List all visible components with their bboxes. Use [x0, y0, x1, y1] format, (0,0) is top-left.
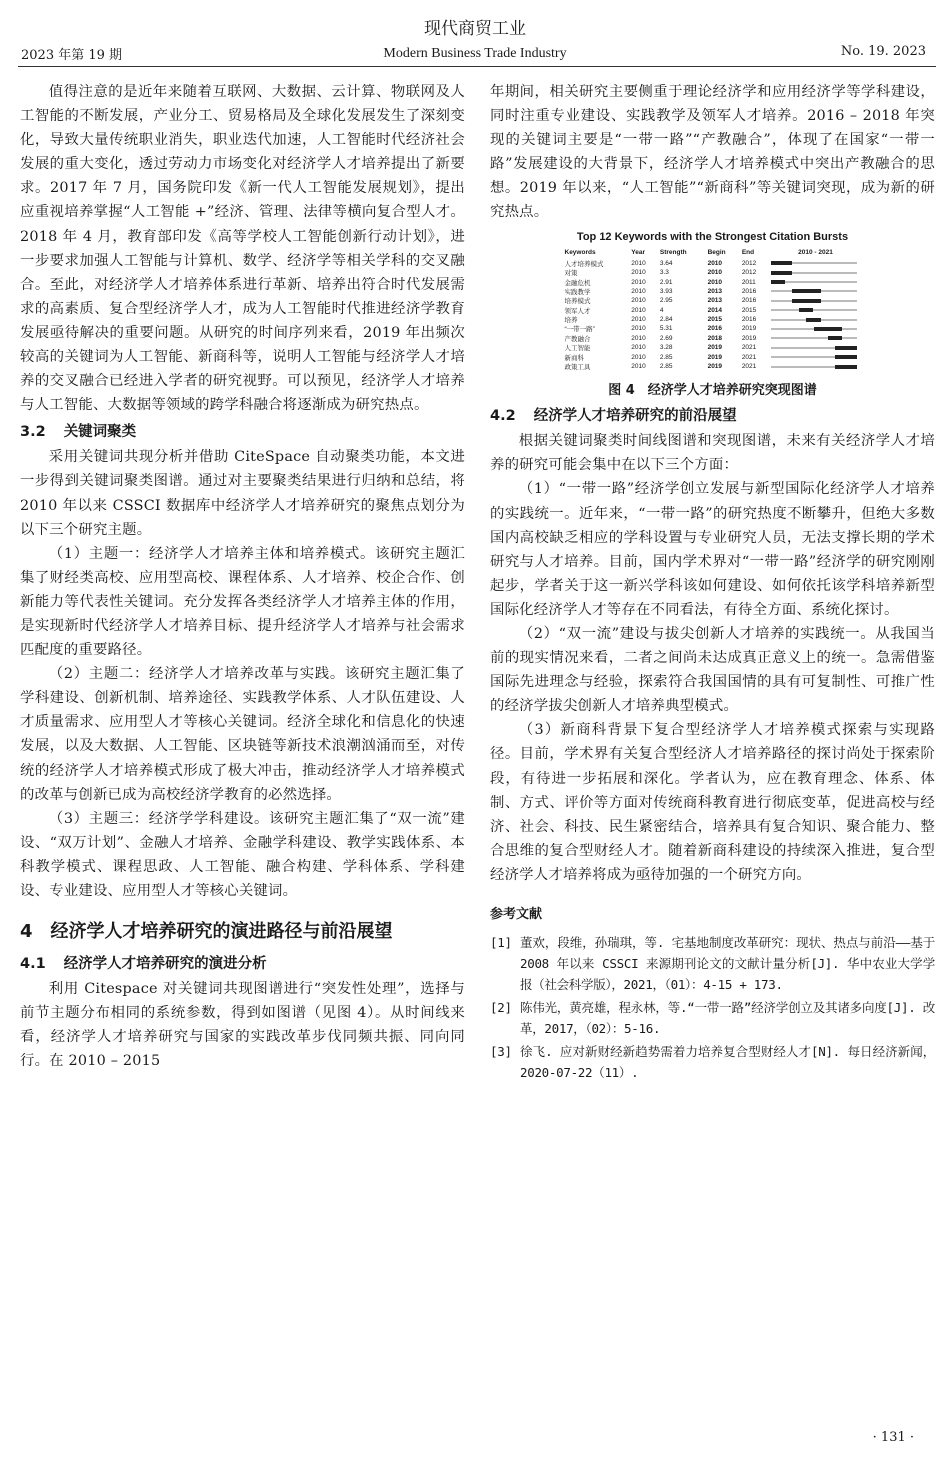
burst-segment — [814, 327, 843, 331]
burst-timeline — [771, 290, 857, 292]
figure-title: Top 12 Keywords with the Strongest Citation Bursts — [576, 230, 849, 243]
burst-begin: 2010 — [707, 259, 723, 267]
burst-row — [563, 287, 863, 296]
burst-segment — [835, 365, 857, 369]
section-title: 经济学人才培养研究的前沿展望 — [533, 408, 737, 425]
paragraph: 年期间，相关研究主要侧重于理论经济学和应用经济学等学科建设，同时注重专业建设、实践教学及领军人才培养。2016 – 2018 年突现的关键词主要是“一带一路”“产教融合”，体现了在国家“一带一路”发展建设的大背景下，经济学人才培养模式中突出产教融合的思想。2019 年以来，“人工智能”“新商科”等关键词突现，成为新的研究热点。 — [490, 84, 935, 221]
burst-header-row — [563, 249, 863, 259]
column-header: 2010 - 2021 — [798, 248, 833, 256]
burst-bar-cell — [769, 324, 863, 333]
burst-strength: 3.64 — [659, 259, 673, 267]
burst-strength: 2.84 — [659, 316, 673, 324]
paragraph: 采用关键词共现分析并借助 CiteSpace 自动聚类功能，本文进一步得到关键词聚类图谱。通过对主要聚类结果进行归纳和总结，将 2010 年以来 CSSCI 数据库中经济学人才培养研究的聚焦点划分为以下三个研究主题。 — [20, 449, 465, 538]
burst-end: 2021 — [741, 363, 757, 371]
paragraph: （1）“一带一路”经济学创立发展与新型国际化经济学人才培养的实践统一。近年来，“一带一路”的研究热度不断攀升，但绝大多数国内高校缺乏相应的学科设置与专业研究人员，无法支撑长期的学术研究与人才培养。目前，国内学术界对“一带一路”经济学的研究刚刚起步，学者关于这一新兴学科该如何建设、如何依托该学科培养新型国际化经济学人才等存在不同看法，有待全方面、系统化探讨。 — [490, 481, 935, 618]
burst-timeline — [771, 356, 857, 358]
column-header: End — [741, 248, 755, 256]
burst-keyword: 人才培养模式 — [564, 260, 604, 268]
burst-bar-cell — [769, 315, 863, 324]
burst-year: 2010 — [631, 297, 646, 305]
burst-year: 2010 — [631, 306, 646, 314]
burst-strength: 4 — [659, 306, 664, 314]
reference-text: 陈伟光，黄亮雄，程永林，等.“一带一路”经济学创立及其诸多向度[J]. 改革，2017，（02）：5-16. — [520, 1000, 935, 1037]
figure-caption: 图 4 经济学人才培养研究突现图谱 — [608, 383, 817, 399]
section-heading-3-2 — [20, 419, 465, 445]
right-column — [490, 80, 935, 1085]
burst-strength: 5.31 — [659, 325, 673, 333]
burst-begin: 2014 — [707, 306, 723, 314]
references-list — [490, 932, 935, 1083]
burst-year: 2010 — [631, 353, 646, 361]
burst-timeline — [771, 309, 857, 311]
burst-bar-cell — [769, 296, 863, 305]
paragraph: 根据关键词聚类时间线图谱和突现图谱，未来有关经济学人才培养的研究可能会集中在以下三个方面： — [490, 433, 935, 474]
paragraph: 利用 Citespace 对关键词共现图谱进行“突发性处理”，选择与前节主题分布相同的系统参数，得到如图谱（见图 4）。从时间线来看，经济学人才培养研究与国家的实践改革步伐同频共振、同向同行。在 2010 – 2015 — [20, 981, 465, 1070]
burst-keyword: 培养 — [564, 317, 578, 325]
burst-year: 2010 — [631, 334, 646, 342]
burst-year: 2010 — [631, 287, 646, 295]
burst-year: 2010 — [631, 363, 646, 371]
burst-rows — [563, 259, 863, 372]
issue-number: No. 19. 2023 — [840, 44, 926, 59]
burst-segment — [792, 289, 821, 293]
burst-timeline — [771, 319, 857, 321]
burst-timeline — [771, 300, 857, 302]
burst-strength: 2.69 — [659, 334, 673, 342]
burst-keyword: 领军人才 — [564, 307, 591, 315]
burst-keyword: 新商科 — [564, 354, 584, 362]
paragraph: （2）“双一流”建设与拔尖创新人才培养的实践统一。从我国当前的现实情况来看，二者之间尚未达成真正意义上的统一。急需借鉴国际先进理念与经验，探索符合我国国情的具有可复制性、可推广性的经济学拔尖创新人才培养典型模式。 — [490, 626, 935, 715]
burst-begin: 2015 — [707, 316, 723, 324]
header-divider — [18, 66, 936, 67]
burst-end: 2011 — [741, 278, 756, 286]
burst-year: 2010 — [631, 278, 646, 286]
burst-keyword: 人工智能 — [564, 345, 591, 353]
paragraph: （2）主题二：经济学人才培养改革与实践。该研究主题汇集了学科建设、创新机制、培养途径、实践教学体系、人才队伍建设、人才质量需求、应用型人才等核心关键词。经济全球化和信息化的快速发展，以及大数据、人工智能、区块链等新技术浪潮汹涌而至，对传统的经济学人才培养模式形成了极大冲击，推动经济学人才培养模式的改革与创新已成为高校经济学教育的必然选择。 — [20, 666, 465, 803]
burst-strength: 3.93 — [659, 287, 673, 295]
burst-table — [563, 249, 863, 372]
journal-title: 现代商贸工业 — [424, 19, 526, 39]
paragraph: （1）主题一：经济学人才培养主体和培养模式。该研究主题汇集了财经类高校、应用型高校、课程体系、人才培养、校企合作、创新能力等代表性关键词。充分发挥各类经济学人才培养主体的作用，是实现新时代经济学人才培养目标、提升经济学人才培养与社会需求匹配度的重要路径。 — [20, 545, 465, 659]
burst-begin: 2019 — [707, 344, 723, 352]
reference-number: [3] — [490, 1044, 512, 1060]
burst-strength: 3.28 — [659, 344, 673, 352]
section-title: 经济学人才培养研究的演进分析 — [63, 956, 267, 973]
burst-keyword: 实践教学 — [564, 288, 591, 296]
burst-row — [563, 362, 863, 371]
burst-row — [563, 259, 863, 268]
section-number: 4.1 — [20, 956, 46, 973]
burst-begin: 2016 — [707, 325, 723, 333]
burst-end: 2019 — [741, 325, 757, 333]
burst-end: 2016 — [741, 297, 757, 305]
burst-strength: 2.85 — [659, 353, 673, 361]
references-heading: 参考文献 — [490, 907, 543, 923]
burst-row — [563, 352, 863, 361]
burst-timeline — [771, 347, 857, 349]
citation-burst-figure — [563, 231, 863, 402]
burst-strength: 2.91 — [659, 278, 673, 286]
burst-end: 2021 — [741, 353, 757, 361]
burst-strength: 3.3 — [659, 269, 669, 277]
issue-label: 2023 年第 19 期 — [21, 48, 123, 63]
paragraph: （3）主题三：经济学学科建设。该研究主题汇集了“双一流”建设、“双万计划”、金融人才培养、金融学科建设、教学实践体系、本科教学模式、课程思政、人工智能、融合构建、学科体系、学科建设、专业建设、应用型人才等核心关键词。 — [20, 810, 465, 899]
burst-segment — [771, 280, 785, 284]
column-header: Begin — [707, 248, 726, 256]
reference-number: [1] — [490, 935, 512, 951]
burst-end: 2012 — [741, 259, 757, 267]
burst-timeline — [771, 328, 857, 330]
burst-end: 2016 — [741, 316, 757, 324]
burst-end: 2021 — [741, 344, 757, 352]
burst-bar-cell — [769, 306, 863, 315]
reference-number: [2] — [490, 1000, 512, 1016]
burst-begin: 2013 — [707, 297, 723, 305]
burst-year: 2010 — [631, 269, 646, 277]
reference-item — [490, 997, 935, 1039]
burst-row — [563, 268, 863, 277]
burst-end: 2019 — [741, 334, 757, 342]
burst-segment — [828, 336, 842, 340]
burst-keyword: 培养模式 — [564, 298, 591, 306]
burst-bar-cell — [769, 277, 863, 286]
burst-segment — [792, 299, 821, 303]
journal-english-title: Modern Business Trade Industry — [383, 46, 567, 61]
burst-begin: 2010 — [707, 278, 723, 286]
column-header: Year — [631, 248, 645, 256]
burst-keyword: 对策 — [564, 270, 578, 278]
reference-item — [490, 1041, 935, 1083]
section-number: 4.2 — [490, 408, 516, 425]
burst-end: 2016 — [741, 287, 757, 295]
column-header: Keywords — [564, 248, 596, 256]
burst-segment — [799, 308, 813, 312]
burst-keyword: “一带一路” — [564, 326, 595, 334]
burst-bar-cell — [769, 352, 863, 361]
burst-bar-cell — [769, 259, 863, 268]
burst-timeline — [771, 337, 857, 339]
burst-begin: 2013 — [707, 287, 723, 295]
burst-year: 2010 — [631, 316, 646, 324]
reference-text: 董欢，段维，孙瑞琪，等. 宅基地制度改革研究：现状、热点与前沿——基于2008 年以来 CSSCI 来源期刊论文的文献计量分析[J]. 华中农业大学学报（社会科学版），2021，（01）：4-15 + 173. — [520, 935, 935, 993]
burst-segment — [771, 271, 793, 275]
burst-begin: 2019 — [707, 353, 723, 361]
burst-row — [563, 343, 863, 352]
burst-segment — [835, 355, 857, 359]
burst-timeline — [771, 272, 857, 274]
burst-end: 2012 — [741, 269, 757, 277]
burst-year: 2010 — [631, 325, 646, 333]
burst-timeline — [771, 262, 857, 264]
paragraph: 值得注意的是近年来随着互联网、大数据、云计算、物联网及人工智能的不断发展，产业分工、贸易格局及全球化发展发生了深刻变化，导致大量传统职业消失，职业迭代加速，人工智能时代经济社会发展的重大变化，透过劳动力市场变化对经济学人才培养提出了新要求。2017 年 7 月，国务院印发《新一代人工智能发展规划》，提出应重视培养掌握“人工智能 +”经济、管理、法律等横向复合型人才。2018 年 4 月，教育部印发《高等学校人工智能创新行动计划》，进一步要求加强人工智能与计算机、数学、经济学等相关学科的交叉融合。至此，对经济学人才培养体系进行革新、培养出符合时代发展需求的高素质、复合型经济学人才，成为人工智能时代推进经济学教育发展亟待解决的重要问题。从研究的时间序列来看，2019 年出频次较高的关键词为人工智能、新商科等，说明人工智能与经济学人才培养的交叉融合已经进入学者的研究视野。可以预见，经济学人才培养与人工智能、大数据等领域的跨学科融合将逐渐成为研究热点。 — [20, 84, 465, 414]
burst-row — [563, 315, 863, 324]
reference-text: 徐飞. 应对新财经新趋势需着力培养复合型财经人才[N]. 每日经济新闻，2020-07-22（11）. — [520, 1044, 935, 1081]
burst-row — [563, 334, 863, 343]
burst-bar-cell — [769, 362, 863, 371]
burst-segment — [835, 346, 857, 350]
burst-year: 2010 — [631, 344, 646, 352]
burst-row — [563, 306, 863, 315]
burst-segment — [771, 261, 793, 265]
burst-bar-cell — [769, 268, 863, 277]
burst-begin: 2019 — [707, 363, 723, 371]
burst-segment — [806, 318, 820, 322]
burst-bar-cell — [769, 287, 863, 296]
burst-begin: 2010 — [707, 269, 723, 277]
section-heading-4-1 — [20, 951, 465, 977]
burst-end: 2015 — [741, 306, 757, 314]
burst-bar-cell — [769, 334, 863, 343]
burst-strength: 2.95 — [659, 297, 673, 305]
burst-row — [563, 324, 863, 333]
burst-timeline — [771, 281, 857, 283]
burst-year: 2010 — [631, 259, 646, 267]
page-number: · 131 · — [872, 1430, 914, 1445]
burst-begin: 2018 — [707, 334, 723, 342]
burst-row — [563, 277, 863, 286]
section-number: 3.2 — [20, 424, 46, 441]
column-header: Strength — [659, 248, 687, 256]
paragraph: （3）新商科背景下复合型经济学人才培养模式探索与实现路径。目前，学术界有关复合型经济人才培养路径的探讨尚处于探索阶段，有待进一步拓展和深化。学者认为，应在教育理念、体系、体制、方式、评价等方面对传统商科教育进行彻底变革，促进高校与经济、社会、科技、民生紧密结合，培养具有复合知识、聚合能力、整合思维的复合型财经人才。随着新商科建设的持续深入推进，复合型经济学人才培养将成为亟待加强的一个研究方向。 — [490, 722, 935, 883]
section-heading-4: 4 经济学人才培养研究的演进路径与前沿展望 — [20, 921, 393, 943]
burst-strength: 2.85 — [659, 363, 673, 371]
burst-row — [563, 296, 863, 305]
burst-bar-cell — [769, 343, 863, 352]
section-heading-4-2 — [490, 403, 935, 429]
reference-item — [490, 932, 935, 995]
burst-keyword: 政策工具 — [564, 364, 591, 372]
left-column — [20, 80, 465, 1073]
burst-keyword: 金融危机 — [564, 279, 591, 287]
burst-keyword: 产教融合 — [564, 335, 591, 343]
section-title: 关键词聚类 — [63, 424, 137, 441]
burst-timeline — [771, 366, 857, 368]
